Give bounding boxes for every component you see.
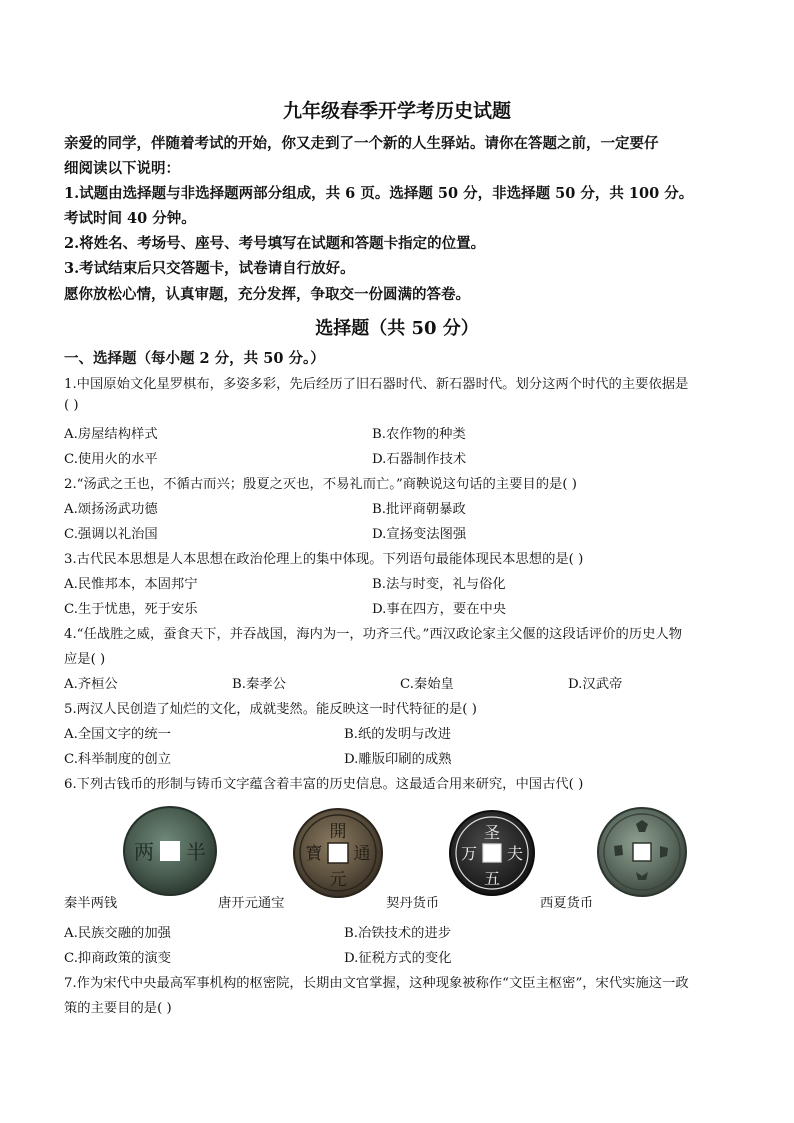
coin3-bottom-char: 五 (483, 869, 501, 888)
q2-option-b: B.批评商朝暴政 (372, 502, 466, 517)
q1-option-a: A.房屋结构样式 (64, 427, 158, 442)
q5-option-b: B.纸的发明与改进 (344, 727, 452, 742)
q6-option-b: B.冶铁技术的进步 (344, 926, 452, 941)
intro-line-5: 2.将姓名、考场号、座号、考号填写在试题和答题卡指定的位置。 (64, 235, 486, 252)
intro-line-6: 3.考试结束后只交答题卡，试卷请自行放好。 (64, 260, 355, 277)
coin1-left-char: 两 (134, 840, 154, 864)
question-1-stem-cont: ( ) (64, 398, 79, 413)
q1-option-c: C.使用火的水平 (64, 452, 158, 467)
q1-option-b: B.农作物的种类 (372, 427, 466, 442)
coin2-bottom-char: 元 (329, 870, 347, 890)
intro-line-7: 愿你放松心情，认真审题，充分发挥，争取交一份圆满的答卷。 (64, 286, 470, 303)
part-heading: 一、选择题（每小题 2 分，共 50 分。） (64, 350, 325, 367)
coin1-right-char: 半 (186, 840, 206, 864)
coin3-right-char: 夫 (506, 844, 524, 863)
question-5-stem: 5.两汉人民创造了灿烂的文化，成就斐然。能反映这一时代特征的是( ) (64, 702, 477, 717)
q6-option-d: D.征税方式的变化 (344, 951, 452, 966)
intro-line-3: 1.试题由选择题与非选择题两部分组成，共 6 页。选择题 50 分，非选择题 50 分，共 100 分。 (64, 185, 694, 202)
q4-option-b: B.秦孝公 (232, 677, 286, 692)
coin3-caption: 契丹货币 (386, 896, 440, 911)
coin2-left-char: 寶 (305, 844, 323, 864)
q6-option-a: A.民族交融的加强 (64, 926, 171, 941)
kaiyuan-tongbao-coin-image (292, 807, 384, 899)
intro-line-4: 考试时间 40 分钟。 (64, 210, 196, 227)
q4-option-a: A.齐桓公 (64, 677, 118, 692)
coin3-top-char: 圣 (483, 823, 501, 842)
coin1-caption: 秦半两钱 (64, 896, 118, 911)
q5-option-d: D.雕版印刷的成熟 (344, 752, 452, 767)
question-4-stem-cont: 应是( ) (64, 652, 106, 667)
question-4-stem: 4.“任战胜之威，蚕食天下，并吞战国，海内为一，功齐三代。”西汉政论家主父偃的这段话评价的历史人物 (64, 627, 682, 642)
question-7-stem: 7.作为宋代中央最高军事机构的枢密院，长期由文官掌握，这种现象被称作“文臣主枢密”，宋代实施这一政 (64, 976, 689, 991)
coin4-caption: 西夏货币 (540, 896, 594, 911)
q4-option-c: C.秦始皇 (400, 677, 454, 692)
q4-option-d: D.汉武帝 (568, 677, 623, 692)
page-title: 九年级春季开学考历史试题 (282, 100, 511, 122)
qin-banliang-coin-image (122, 803, 218, 899)
q3-option-d: D.事在四方，要在中央 (372, 602, 507, 617)
khitan-coin-image (448, 809, 536, 897)
western-xia-coin-image (596, 806, 688, 898)
q1-option-d: D.石器制作技术 (372, 452, 467, 467)
question-1-stem: 1.中国原始文化星罗棋布，多姿多彩，先后经历了旧石器时代、新石器时代。划分这两个时代的主要依据是 (64, 377, 689, 392)
q3-option-c: C.生于忧患，死于安乐 (64, 602, 198, 617)
question-7-stem-cont: 策的主要目的是( ) (64, 1001, 172, 1016)
q5-option-a: A.全国文字的统一 (64, 727, 171, 742)
q3-option-b: B.法与时变，礼与俗化 (372, 577, 506, 592)
coin3-left-char: 万 (460, 844, 478, 863)
q2-option-c: C.强调以礼治国 (64, 527, 158, 542)
q5-option-c: C.科举制度的创立 (64, 752, 172, 767)
coin2-right-char: 通 (353, 844, 371, 864)
intro-line-2: 细阅读以下说明： (64, 160, 180, 177)
intro-line-1: 亲爱的同学，伴随着考试的开始，你又走到了一个新的人生驿站。请你在答题之前，一定要仔 (64, 135, 659, 152)
coin2-top-char: 開 (329, 822, 347, 842)
q2-option-a: A.颂扬汤武功德 (64, 502, 158, 517)
coin2-caption: 唐开元通宝 (218, 896, 285, 911)
section-title: 选择题（共 50 分） (315, 318, 479, 339)
q3-option-a: A.民惟邦本，本固邦宁 (64, 577, 198, 592)
question-2-stem: 2.“汤武之王也，不循古而兴；殷夏之灭也，不易礼而亡。”商鞅说这句话的主要目的是( ) (64, 477, 577, 492)
question-3-stem: 3.古代民本思想是人本思想在政治伦理上的集中体现。下列语句最能体现民本思想的是( ) (64, 552, 584, 567)
q6-option-c: C.抑商政策的演变 (64, 951, 172, 966)
question-6-stem: 6.下列古钱币的形制与铸币文字蕴含着丰富的历史信息。这最适合用来研究，中国古代( ) (64, 777, 584, 792)
q2-option-d: D.宣扬变法图强 (372, 527, 467, 542)
